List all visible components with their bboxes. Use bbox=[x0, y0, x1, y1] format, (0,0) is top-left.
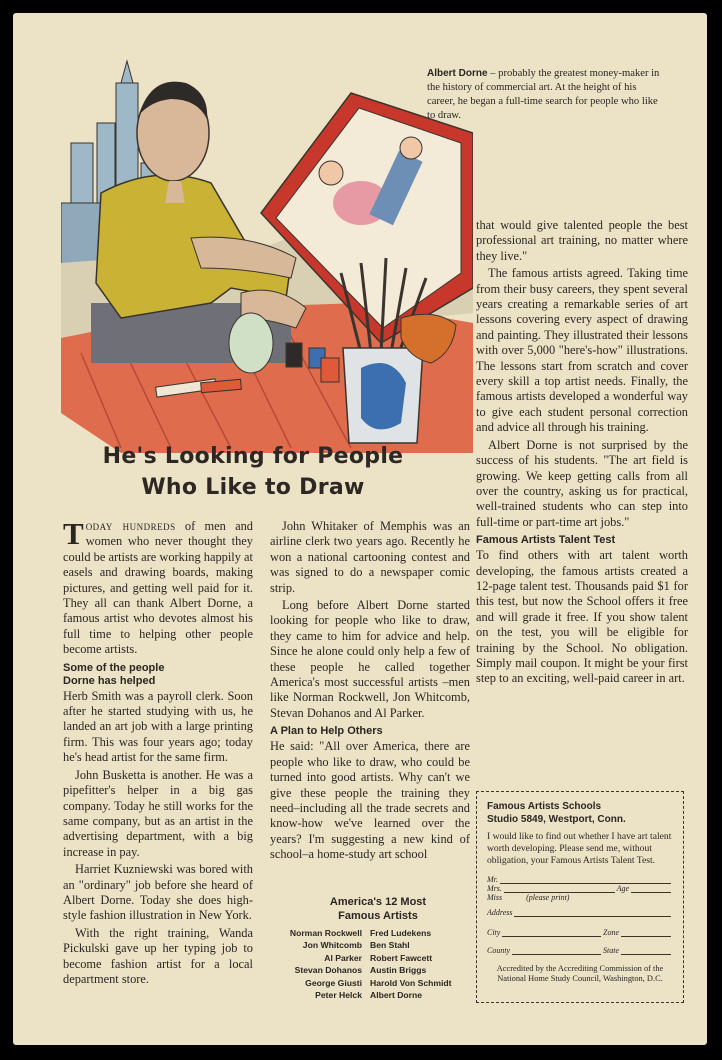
paragraph-harriet: Harriet Kuzniewski was bored with an "ordinary" job before she heard of Albert Dorne. Today she does high-style fashion illustration in New York. bbox=[63, 862, 253, 923]
coupon-studio: Studio 5849, Westport, Conn. bbox=[487, 814, 626, 825]
field-label-mr: Mr. bbox=[487, 875, 498, 884]
paragraph-artists-agreed: The famous artists agreed. Taking time from their busy careers, they spent several years creating a remarkable series of art lessons covering every aspect of drawing and painting. They illustrated their lessons with over 5,000 "here's-how" illustrations. The lessons start from scratch and cover every skill a top artist needs. Finally, the famous artists developed a wonderful way to give each student personal correction and advice all through his training. bbox=[476, 266, 688, 435]
name-field[interactable] bbox=[487, 876, 673, 884]
field-label-age: Age bbox=[616, 884, 629, 893]
field-label-state: State bbox=[603, 946, 619, 955]
artist-illustration bbox=[61, 53, 473, 453]
intro-smallcaps: oday hundreds bbox=[85, 519, 176, 533]
column-3 bbox=[476, 218, 688, 689]
artist-name: Peter Helck bbox=[315, 990, 362, 1001]
paragraph-john-busketta: John Busketta is another. He was a pipefitter's helper in a big gas company. Today he still works for the same company, but as an artist in the advertising department, with a big increase in pay. bbox=[63, 767, 253, 859]
artist-name: Albert Dorne bbox=[370, 990, 423, 1001]
column-2 bbox=[270, 519, 470, 865]
artist-name: Harold Von Schmidt bbox=[370, 977, 452, 988]
paragraph-john-whitaker: John Whitaker of Memphis was an airline clerk two years ago. Recently he won a national cartooning contest and was signed to do a newspaper comic strip. bbox=[270, 519, 470, 595]
field-label-address: Address bbox=[487, 908, 513, 917]
county-state-field[interactable] bbox=[487, 947, 673, 955]
artist-name: Al Parker bbox=[324, 952, 362, 963]
artists-list bbox=[265, 927, 475, 1001]
paragraph-long-before: Long before Albert Dorne started looking for people who like to draw, they came to him for advice and help. Since he alone could only help a few of these people he called together America's most successful artists –men like Norman Rockwell, Jon Whitcomb, Stevan Dohanos and Al Parker. bbox=[270, 598, 470, 720]
artist-name: Robert Fawcett bbox=[370, 952, 433, 963]
paragraph-herb-smith: Herb Smith was a payroll clerk. Soon after he started studying with us, he landed an art job with a large printing firm. This was four years ago; today he's head artist for the same firm. bbox=[63, 688, 253, 765]
subhead-talent-test: Famous Artists Talent Test bbox=[476, 534, 616, 547]
coupon-text: I would like to find out whether I have art talent worth developing. Please send me, without obligation, your Famous Artists Talent Test. bbox=[487, 831, 672, 866]
headline-line-2: Who Like to Draw bbox=[141, 475, 365, 500]
artist-name: Austin Briggs bbox=[370, 965, 427, 976]
name-field-row-2[interactable] bbox=[487, 885, 673, 893]
artist-name: Fred Ludekens bbox=[370, 928, 432, 938]
paragraph-talent-test: To find others with art talent worth developing, the famous artists created a 12-page talent test. Thousands paid $1 for this test, but now the School offers it free and will grade it free. If you show talent on the test, you will be eligible for training by the School. No obligation. Simply mail coupon. It might be your first step to an exciting, well-paid career in art. bbox=[476, 548, 688, 686]
paragraph-he-said: He said: "All over America, there are people who like to draw, who could be turned into good artists. Why can't we give these people the training they need–including all the trade secrets and know-how we've learned over the years? I'm suggesting a new kind of school–a home-study art school bbox=[270, 739, 470, 862]
artists-list-title bbox=[283, 895, 473, 923]
illustration-caption bbox=[427, 67, 667, 123]
subhead-plan: A Plan to Help Others bbox=[270, 725, 383, 738]
accreditation-note: Accredited by the Accrediting Commission of the National Home Study Council, Washington, D.C. bbox=[496, 964, 664, 983]
coupon-school: Famous Artists Schools bbox=[487, 801, 602, 812]
intro-text: of men and women who never thought they could be artists are working happily at easels and drawing boards, making pictures, and getting well paid for it. They all can thank Albert Dorne, a famous artist who devotes almost his full time to helping other people become artists. bbox=[63, 519, 253, 657]
paragraph-continued: that would give talented people the best professional art training, no matter where they live." bbox=[476, 218, 688, 263]
field-label-please-print: (please print) bbox=[526, 893, 570, 902]
artist-name: George Giusti bbox=[305, 977, 362, 988]
column-1 bbox=[63, 516, 253, 989]
artists-title-line-2: Famous Artists bbox=[338, 910, 418, 922]
artist-name: Stevan Dohanos bbox=[294, 965, 362, 976]
headline-line-1: He's Looking for People bbox=[102, 444, 404, 469]
comic-back-cover-ad bbox=[13, 13, 707, 1045]
drop-cap: T bbox=[63, 516, 84, 551]
artist-name: Jon Whitcomb bbox=[302, 940, 362, 951]
field-label-city: City bbox=[487, 928, 501, 937]
field-label-mrs: Mrs. bbox=[487, 884, 502, 893]
subhead-people-helped: Some of the people Dorne has helped bbox=[63, 661, 165, 687]
headline bbox=[83, 441, 423, 503]
mail-coupon[interactable] bbox=[476, 791, 684, 1003]
artist-name: Ben Stahl bbox=[370, 940, 410, 951]
intro-paragraph bbox=[63, 516, 253, 658]
field-label-miss: Miss bbox=[487, 893, 503, 902]
artist-name: Norman Rockwell bbox=[289, 928, 362, 938]
caption-text: – probably the greatest money-maker in the history of commercial art. At the height of his career, he began a full-time search for people who like to draw. bbox=[427, 68, 660, 121]
name-field-row-3[interactable] bbox=[487, 894, 673, 902]
field-label-county: County bbox=[487, 946, 511, 955]
city-zone-field[interactable] bbox=[487, 929, 673, 937]
field-label-zone: Zone bbox=[603, 928, 619, 937]
caption-name: Albert Dorne bbox=[427, 68, 488, 79]
paragraph-not-surprised: Albert Dorne is not surprised by the success of his students. "The art field is growing. We keep getting calls from all over the country, asking us for practical, well-trained students who can step into full-time or part-time art jobs." bbox=[476, 437, 688, 529]
address-field[interactable] bbox=[487, 909, 673, 917]
artists-title-line-1: America's 12 Most bbox=[329, 896, 427, 908]
paragraph-wanda: With the right training, Wanda Pickulski gave up her typing job to become fashion artist for a local department store. bbox=[63, 925, 253, 986]
